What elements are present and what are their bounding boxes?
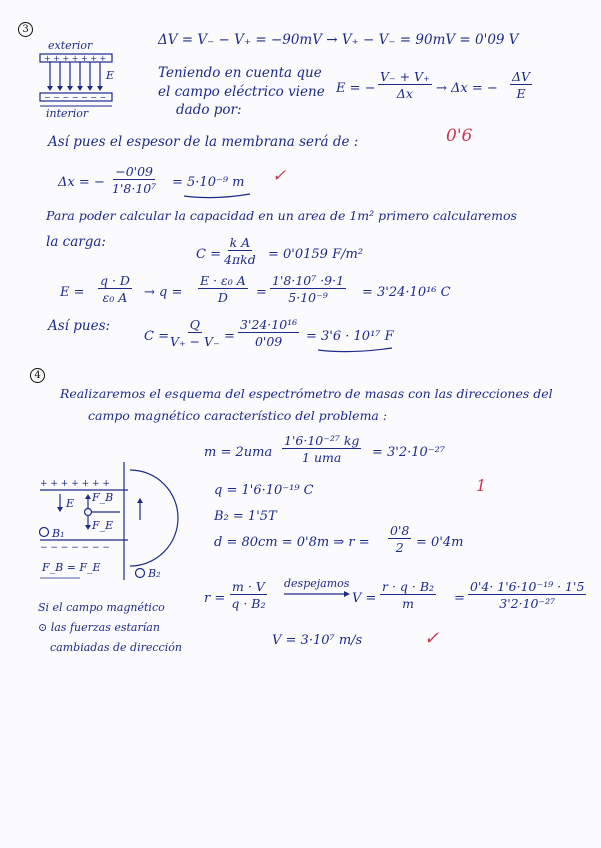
dx-fraction: $\frac{\Delta V}{E}$ xyxy=(512,69,531,102)
capacity-text-1: Para poder calcular la capacidad en un area de 1m² primero calcularemos xyxy=(46,208,517,223)
capacity-fraction: k A 4πkd xyxy=(224,235,256,268)
diagram-e-label: E xyxy=(66,497,75,510)
capacity-result: = 0'0159 F/m² xyxy=(268,247,364,262)
mass-fraction: 1'6·10⁻²⁷ kg 1 uma xyxy=(284,433,360,466)
b2-line: B₂ = 1'5T xyxy=(214,509,277,524)
diagram-fbeq-label: F_B = F_E xyxy=(42,561,101,574)
potential-difference-line: ΔV = V₋ − V₊ = −90mV → V₊ − V₋ = 90mV = 0'09 V xyxy=(158,32,519,48)
despejamos-label: despejamos xyxy=(284,577,350,590)
mass-result: = 3'2·10⁻²⁷ xyxy=(372,445,446,460)
velocity-result: V = 3·10⁷ m/s xyxy=(272,633,363,648)
radius-lhs: r = xyxy=(204,591,226,606)
e-field-fraction: $\frac{V_- + V_+}{\Delta x}$ xyxy=(380,69,430,102)
e-field-lhs: E = − xyxy=(336,81,376,96)
velocity-fraction: $\frac{\text{r · q · B₂}}{m}$ xyxy=(382,579,435,612)
diagram-exterior-label: exterior xyxy=(48,39,93,52)
q-value-fraction: $\frac{\text{1'8·10⁷ ·9·1}}{\text{5·10⁻⁹}}$ xyxy=(272,273,345,306)
mass-lhs: m = 2uma xyxy=(204,445,273,460)
dx-value-fraction: $\frac{-0'09}{\text{1'8·10⁷}}$ xyxy=(112,164,157,197)
dx-lhs: Δx = − xyxy=(58,175,105,190)
q-result: = 3'24·10¹⁶ C xyxy=(362,285,451,300)
capacity2-result: = 3'6 · 10¹⁷ F xyxy=(306,329,394,344)
note-line-1: Si el campo magnético xyxy=(38,601,165,614)
radius-formula-fraction: $\frac{m \cdot V}{\text{q · B₂}}$ xyxy=(231,579,266,612)
grade-problem-4: 1 xyxy=(476,476,487,495)
text-campo: el campo eléctrico viene xyxy=(158,84,325,100)
q-equals: = xyxy=(256,285,267,300)
capacity2-value-fraction: $\frac{\text{3'24·10¹⁶}}{0'09}$ xyxy=(240,317,298,350)
intro-line-2: campo magnético característico del problema : xyxy=(88,408,388,423)
diagram-fe-label: F_E xyxy=(92,519,114,532)
capacity2-equals: = xyxy=(224,329,235,344)
check-mark-2: ✓ xyxy=(424,628,440,649)
svg-text:− − − − − − −: − − − − − − − xyxy=(40,543,110,553)
capacity2-lhs: C = xyxy=(144,329,169,344)
dx-result: = 5·10⁻⁹ m xyxy=(172,175,245,190)
problem-4-number: 4 xyxy=(30,368,45,383)
note-line-3: cambiadas de dirección xyxy=(50,641,182,654)
svg-text:+ + + + + + +: + + + + + + + xyxy=(40,479,110,489)
capacity-text-2: la carga: xyxy=(46,234,106,250)
e2-lhs: E = xyxy=(60,285,85,300)
e2-fraction: $\frac{q \cdot D}{\text{ε₀ A}}$ xyxy=(100,273,130,306)
capacity2-fraction: $\frac{Q}{V_+ - V_-}$ xyxy=(170,317,220,350)
velocity-lhs: V = xyxy=(352,591,377,606)
asi-pues-label: Así pues: xyxy=(48,318,111,334)
diagram-b1-label: B₁ xyxy=(52,527,65,540)
dx-arrow: → Δx = − xyxy=(436,81,498,96)
note-line-2: ⊙ las fuerzas estarían xyxy=(38,621,160,634)
problem-3-number: 3 xyxy=(18,22,33,37)
radius-result: = 0'4m xyxy=(416,535,464,550)
diagram-b2-label: B₂ xyxy=(148,567,161,580)
grade-problem-3: 0'6 xyxy=(446,126,473,146)
svg-text:+ + + + + + +: + + + + + + + xyxy=(44,54,107,63)
velocity-equals: = xyxy=(454,591,465,606)
diagram-fb-label: F_B xyxy=(92,491,114,504)
q-arrow: → q = xyxy=(144,285,183,300)
check-mark-1: ✓ xyxy=(272,166,287,186)
diagram-interior-label: interior xyxy=(46,107,89,120)
svg-text:− − − − − − −: − − − − − − − xyxy=(44,93,107,102)
q-fraction: $\frac{\text{E · ε₀ A}}{D}$ xyxy=(200,273,246,306)
espesor-line: Así pues el espesor de la membrana será de : xyxy=(48,134,359,150)
velocity-value-fraction: $\frac{\text{0'4· 1'6·10⁻¹⁹ · 1'5}}{\text{3'2·10⁻²⁷}}$ xyxy=(470,579,585,612)
distance-line: d = 80cm = 0'8m ⇒ r = xyxy=(214,535,370,550)
capacity-lhs: C = xyxy=(196,247,221,262)
radius-fraction: $\frac{0'8}{2}$ xyxy=(390,523,410,556)
text-teniendo: Teniendo en cuenta que xyxy=(158,65,322,81)
text-dado: dado por: xyxy=(176,102,242,118)
intro-line-1: Realizaremos el esquema del espectrómetro de masas con las direcciones del xyxy=(60,386,553,401)
diagram-field-label: E xyxy=(106,69,115,82)
charge-line: q = 1'6·10⁻¹⁹ C xyxy=(214,483,314,498)
